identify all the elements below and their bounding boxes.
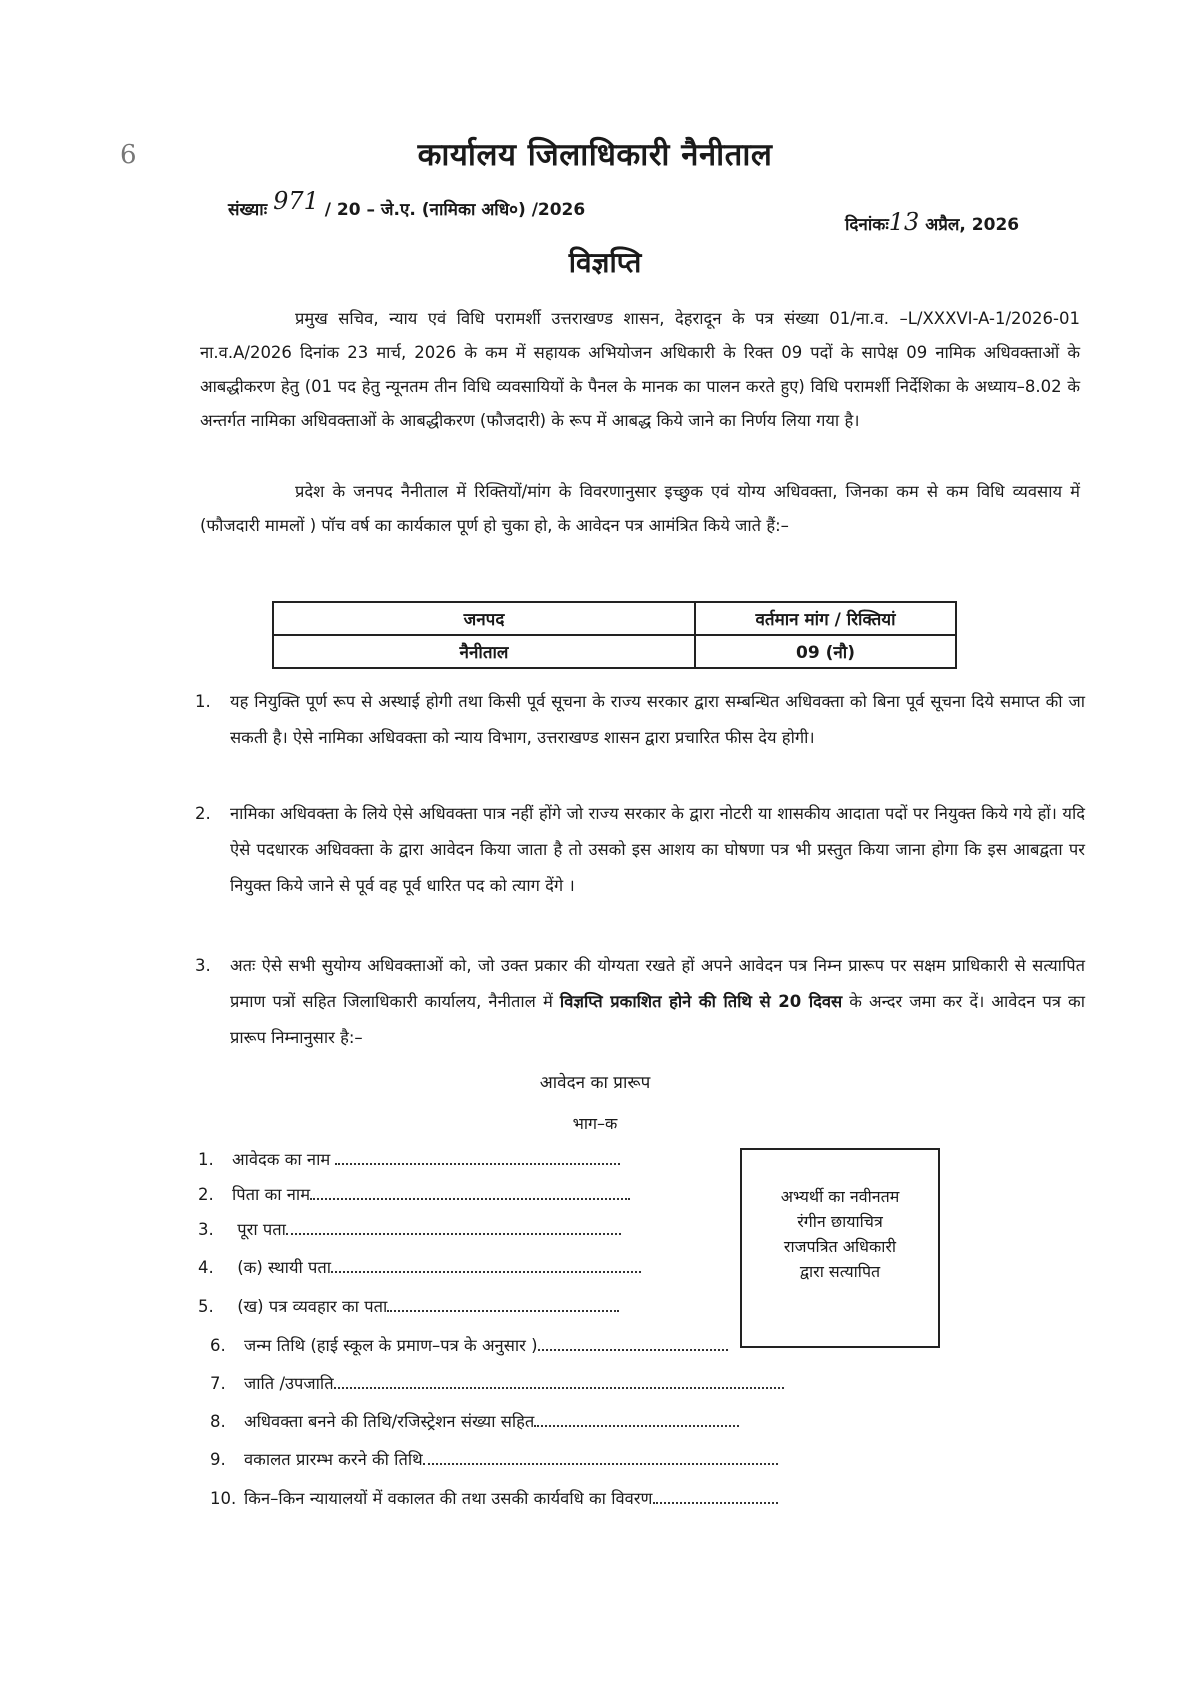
paragraph-invitation: प्रदेश के जनपद नैनीताल में रिक्तियों/मांग के विवरणानुसार इच्छुक एवं योग्य अधिवक्ता, जिनका कम से कम विधि व्यवसाय में (फौजदारी मामलों ) पॉच वर्ष का कार्यकाल पूर्ण हो चुका हो, के आवेदन पत्र आमंत्रित किये जाते हैं:– — [200, 482, 1080, 535]
field-number: 9. — [210, 1450, 226, 1469]
field-number: 8. — [210, 1412, 226, 1431]
ref-suffix: / 20 – जे.ए. (नामिका अधि०) /2026 — [324, 200, 586, 220]
field-number: 3. — [198, 1220, 214, 1239]
form-field-father-name — [198, 1183, 630, 1207]
condition-number: 3. — [195, 956, 211, 975]
field-label: वकालत प्रारम्भ करने की तिथि — [244, 1450, 423, 1469]
demand-table — [272, 601, 957, 669]
condition-number: 2. — [195, 804, 211, 823]
condition-text: यह नियुक्ति पूर्ण रूप से अस्थाई होगी तथा किसी पूर्व सूचना के राज्य सरकार द्वारा सम्बन्धित अधिवक्ता को बिना पूर्व सूचना दिये समाप्त की जा सकती है। ऐसे नामिका अधिवक्ता को न्याय विभाग, उत्तराखण्ड शासन द्वारा प्रचारित फीस देय होगी। — [230, 692, 1085, 747]
form-field-caste — [210, 1372, 784, 1396]
field-label: किन–किन न्यायालयों में वकालत की तथा उसकी कार्यवधि का विवरण — [244, 1489, 653, 1508]
date-label: दिनांकः — [845, 215, 889, 235]
field-number: 6. — [210, 1336, 226, 1355]
table-cell-demand: 09 (नौ) — [695, 635, 956, 668]
date-rest: अप्रैल, 2026 — [925, 215, 1020, 235]
paragraph-intro: प्रमुख सचिव, न्याय एवं विधि परामर्शी उत्तराखण्ड शासन, देहरादून के पत्र संख्या 01/ना.व. –L/XXXVI-A-1/2026-01 ना.व.A/2026 दिनांक 23 मार्च, 2026 के कम में सहायक अभियोजन अधिकारी के रिक्त 09 पदों के सापेक्ष 09 नामिक अधिवक्ताओं के आबद्धीकरण हेतु (01 पद हेतु न्यूनतम तीन विधि व्यवसायियों के पैनल के मानक का पालन करते हुए) विधि परामर्शी निर्देशिका के अध्याय–8.02 के अन्तर्गत नामिका अधिवक्ताओं के आबद्धीकरण (फौजदारी) के रूप में आबद्ध किये जाने का निर्णय लिया गया है। — [200, 309, 1080, 430]
field-label: आवेदक का नाम — [232, 1150, 331, 1169]
form-part: भाग–क — [572, 1114, 618, 1133]
field-number: 7. — [210, 1374, 226, 1393]
notice-date — [845, 208, 1019, 236]
table-header-district: जनपद — [273, 602, 695, 635]
field-blank — [423, 1449, 778, 1465]
field-blank — [653, 1488, 778, 1504]
field-label: जाति /उपजाति — [244, 1374, 334, 1393]
form-field-permanent-address — [198, 1256, 641, 1280]
field-label: पूरा पता — [237, 1220, 286, 1239]
field-blank — [534, 1411, 739, 1427]
field-number: 5. — [198, 1297, 214, 1316]
field-number: 10. — [210, 1489, 237, 1508]
condition-text — [230, 948, 1085, 1056]
photo-box-line: रंगीन छायाचित्र — [797, 1212, 883, 1231]
photo-box-line: राजपत्रित अधिकारी — [783, 1237, 897, 1256]
condition-1 — [195, 684, 1085, 756]
condition-text-part: के अन्दर जमा कर दें। आवेदन पत्र का प्रारूप निम्नानुसार है:– — [230, 992, 1086, 1047]
ref-number-handwritten: 971 — [273, 187, 319, 215]
condition-text-part: अतः ऐसे सभी सुयोग्य अधिवक्ताओं को, जो उक्त प्रकार की योग्यता रखते हों अपने आवेदन पत्र निम्न प्रारूप पर सक्षम प्राधिकारी से सत्यापित प्रमाण पत्रों सहित जिलाधिकारी कार्यालय, नैनीताल में — [230, 956, 1085, 1011]
field-label: (ख) पत्र व्यवहार का पता — [237, 1297, 388, 1316]
date-day-handwritten: 13 — [888, 208, 920, 236]
form-field-correspondence-address — [198, 1295, 619, 1319]
photo-box — [740, 1148, 940, 1348]
field-blank — [335, 1149, 620, 1165]
field-number: 1. — [198, 1150, 214, 1169]
field-blank — [286, 1219, 621, 1235]
table-row — [273, 635, 956, 668]
margin-mark: 6 — [120, 140, 137, 170]
field-blank — [334, 1373, 784, 1389]
field-label: अधिवक्ता बनने की तिथि/रजिस्ट्रेशन संख्या सहित — [244, 1412, 535, 1431]
form-field-applicant-name — [198, 1148, 620, 1172]
ref-label: संख्याः — [228, 200, 268, 220]
reference-number — [228, 187, 586, 221]
field-number: 2. — [198, 1185, 214, 1204]
form-field-advocate-registration — [210, 1410, 739, 1434]
table-header-row — [273, 602, 956, 635]
form-field-courts-practiced — [210, 1487, 778, 1511]
field-label: पिता का नाम — [232, 1185, 311, 1204]
photo-box-line: अभ्यर्थी का नवीनतम — [780, 1187, 900, 1206]
form-field-full-address — [198, 1218, 621, 1242]
notice-title: विज्ञप्ति — [568, 246, 642, 279]
office-title: कार्यालय जिलाधिकारी नैनीताल — [417, 137, 773, 173]
condition-2 — [195, 796, 1085, 904]
table-header-demand: वर्तमान मांग / रिक्तियां — [695, 602, 956, 635]
field-number: 4. — [198, 1258, 214, 1277]
field-blank — [310, 1184, 630, 1200]
table-cell-district: नैनीताल — [273, 635, 695, 668]
condition-text: नामिका अधिवक्ता के लिये ऐसे अधिवक्ता पात्र नहीं होंगे जो राज्य सरकार के द्वारा नोटरी या शासकीय आदाता पदों पर नियुक्त किये गये हों। यदि ऐसे पदधारक अधिवक्ता के द्वारा आवेदन किया जाता है तो उसको इस आशय का घोषणा पत्र भी प्रस्तुत किया जाना होगा कि इस आबद्वता पर नियुक्त किये जाने से पूर्व वह पूर्व धारित पद को त्याग देंगे । — [230, 804, 1085, 895]
field-blank — [387, 1296, 619, 1312]
field-label: (क) स्थायी पता — [237, 1258, 332, 1277]
condition-3 — [195, 948, 1085, 1056]
condition-number: 1. — [195, 692, 211, 711]
form-title: आवेदन का प्रारूप — [539, 1073, 651, 1093]
form-field-birth-date — [210, 1334, 728, 1358]
form-field-practice-start — [210, 1448, 778, 1472]
field-label: जन्म तिथि (हाई स्कूल के प्रमाण–पत्र के अनुसार ) — [244, 1336, 538, 1355]
deadline-highlight: विज्ञप्ति प्रकाशित होने की तिथि से 20 दिवस — [559, 992, 843, 1011]
photo-box-line: द्वारा सत्यापित — [799, 1262, 881, 1281]
field-blank — [538, 1335, 728, 1351]
field-blank — [331, 1257, 641, 1273]
